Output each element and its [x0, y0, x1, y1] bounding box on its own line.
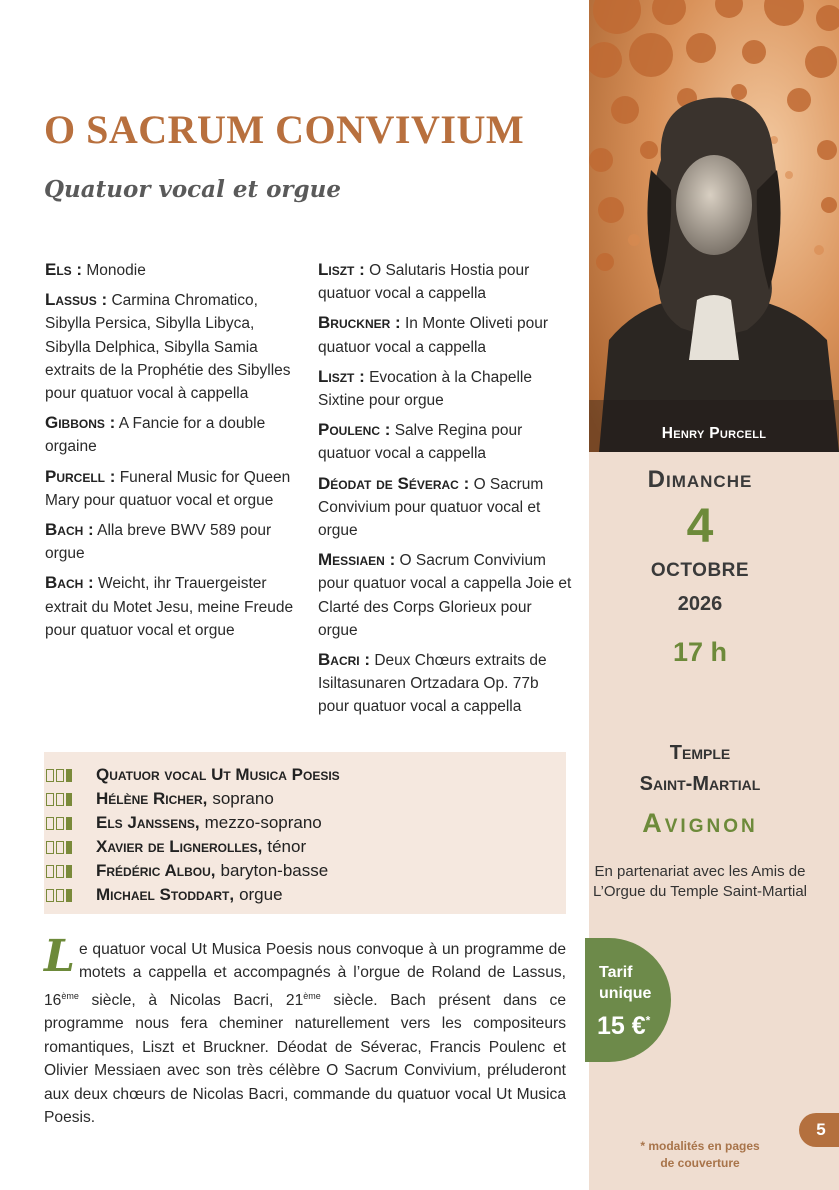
- price-badge: [585, 938, 671, 1062]
- bullet-squares-icon: [46, 865, 72, 878]
- work-title: Monodie: [86, 262, 146, 279]
- work-title: Carmina Chromatico, Sibylla Persica, Sibylla Libyca, Sibylla Delphica, Sibylla Samia extraits de la Prophétie des Sibylles pour quatuor vocal à cappella: [45, 292, 291, 403]
- program-entry: [318, 472, 573, 543]
- performer-item: [44, 859, 566, 883]
- performer-role: mezzo-soprano: [204, 813, 322, 832]
- program-column-left: [45, 258, 295, 648]
- description-paragraph: [44, 931, 566, 1129]
- work-title: Deux Chœurs extraits de Isiltasunaren Ortzadara Op. 77b pour quatuor vocal a cappella: [318, 652, 547, 716]
- composer-name: Purcell :: [45, 466, 116, 486]
- event-time: 17 h: [672, 637, 728, 667]
- work-title: A Fancie for a double orgaine: [45, 415, 266, 456]
- performers-list: [44, 763, 566, 907]
- portrait-caption: Henry Purcell: [661, 425, 767, 442]
- bullet-squares-icon: [46, 769, 72, 782]
- performer-name: Quatuor vocal Ut Musica Poesis: [96, 765, 340, 784]
- portrait-illustration: [589, 0, 839, 452]
- program-entry: [318, 258, 573, 305]
- composer-name: Poulenc :: [318, 420, 391, 440]
- page-number: 5: [799, 1113, 839, 1147]
- description-text: e quatuor vocal Ut Musica Poesis nous convoque à un programme de motets a cappella et accompagnés à l’orgue de Roland de Lassus, 16: [44, 941, 566, 1009]
- page-title: O SACRUM CONVIVIUM: [44, 107, 525, 152]
- work-title: O Sacrum Convivium pour quatuor vocal et orgue: [318, 475, 544, 540]
- event-date: 4: [686, 500, 714, 553]
- composer-name: Liszt :: [318, 366, 365, 386]
- performer-name: Hélène Richer,: [96, 789, 208, 808]
- tarif-footnote-mark: *: [645, 1013, 651, 1028]
- work-title: O Salutaris Hostia pour quatuor vocal a cappella: [318, 262, 530, 303]
- program-column-right: [318, 258, 573, 725]
- bullet-squares-icon: [46, 841, 72, 854]
- ordinal-suffix: ème: [303, 990, 321, 1001]
- program-entry: [318, 418, 573, 465]
- event-year: 2026: [677, 593, 723, 615]
- program-entry: [45, 518, 295, 565]
- drop-cap: L: [44, 931, 75, 982]
- performer-role: orgue: [239, 885, 283, 904]
- performer-item: [44, 763, 566, 787]
- footnote: * modalités en pages de couverture: [640, 1139, 760, 1170]
- work-title: Alla breve BWV 589 pour orgue: [45, 522, 272, 563]
- program-entry: [318, 311, 573, 358]
- program-entry: [45, 258, 295, 282]
- performer-name: Michael Stoddart,: [96, 885, 235, 904]
- performer-item: [44, 835, 566, 859]
- ordinal-suffix: ème: [61, 990, 79, 1001]
- tarif-price: [597, 1012, 650, 1041]
- venue-name: Saint-Martial: [639, 773, 761, 795]
- performer-role: baryton-basse: [220, 861, 329, 880]
- performer-role: ténor: [267, 837, 307, 856]
- venue-city: Avignon: [642, 808, 758, 838]
- partnership-note: En partenariat avec les Amis de L’Orgue du Temple Saint-Martial: [593, 863, 807, 900]
- performer-name: Frédéric Albou,: [96, 861, 216, 880]
- program-entry: [45, 465, 295, 512]
- tarif-label: Tarif unique: [599, 964, 652, 1002]
- composer-name: Bacri :: [318, 650, 370, 670]
- composer-name: Liszt :: [318, 260, 365, 279]
- venue-name: Temple: [669, 742, 731, 764]
- program-entry: [45, 288, 295, 405]
- work-title: Salve Regina pour quatuor vocal a cappella: [318, 422, 523, 463]
- work-title: Evocation à la Chapelle Sixtine pour orgue: [318, 368, 532, 410]
- composer-name: Déodat de Séverac :: [318, 473, 470, 493]
- tarif-amount: 15 €: [597, 1012, 646, 1040]
- bullet-squares-icon: [46, 817, 72, 830]
- bullet-squares-icon: [46, 889, 72, 902]
- composer-name: Els :: [45, 260, 83, 279]
- program-entry: [45, 411, 295, 458]
- composer-name: Gibbons :: [45, 413, 116, 433]
- work-title: O Sacrum Convivium pour quatuor vocal a cappella Joie et Clarté des Corps Glorieux pour orgue: [318, 552, 572, 639]
- composer-name: Bach :: [45, 520, 94, 540]
- performers-box: [44, 752, 566, 914]
- program-entry: [318, 365, 573, 412]
- performer-name: Xavier de Lignerolles,: [96, 837, 263, 856]
- performer-name: Els Janssens,: [96, 813, 200, 832]
- composer-name: Messiaen :: [318, 550, 396, 570]
- performer-item: [44, 811, 566, 835]
- composer-portrait: [589, 0, 839, 452]
- program-entry: [318, 548, 573, 642]
- program-entry: [318, 648, 573, 719]
- event-month: OCTOBRE: [650, 560, 750, 581]
- event-sidebar: [589, 0, 839, 1190]
- event-day: Dimanche: [647, 466, 753, 493]
- work-title: Weicht, ihr Trauergeister extrait du Motet Jesu, meine Freude pour quatuor vocal et orgue: [45, 575, 294, 639]
- subtitle: Quatuor vocal et orgue: [44, 176, 341, 203]
- description-text: siècle, à Nicolas Bacri, 21: [78, 992, 304, 1009]
- bullet-squares-icon: [46, 793, 72, 806]
- composer-name: Bruckner :: [318, 313, 401, 333]
- composer-name: Bach :: [45, 573, 94, 593]
- performer-item: [44, 883, 566, 907]
- description-text: siècle. Bach présent dans ce programme nous fera cheminer naturellement vers les compositeurs romantiques, Liszt et Bruckner. Déodat de Séverac, Francis Poulenc et Olivier Messiaen avec son très célèbre O Sacrum Convivium, préluderont aux deux chœurs de Nicolas Bacri, commande du quatuor vocal Ut Musica Poesis.: [44, 992, 566, 1127]
- performer-role: soprano: [212, 789, 274, 808]
- work-title: In Monte Oliveti pour quatuor vocal a cappella: [318, 315, 548, 356]
- program-entry: [45, 571, 295, 642]
- performer-item: [44, 787, 566, 811]
- composer-name: Lassus :: [45, 290, 108, 310]
- work-title: Funeral Music for Queen Mary pour quatuor vocal et orgue: [45, 468, 291, 509]
